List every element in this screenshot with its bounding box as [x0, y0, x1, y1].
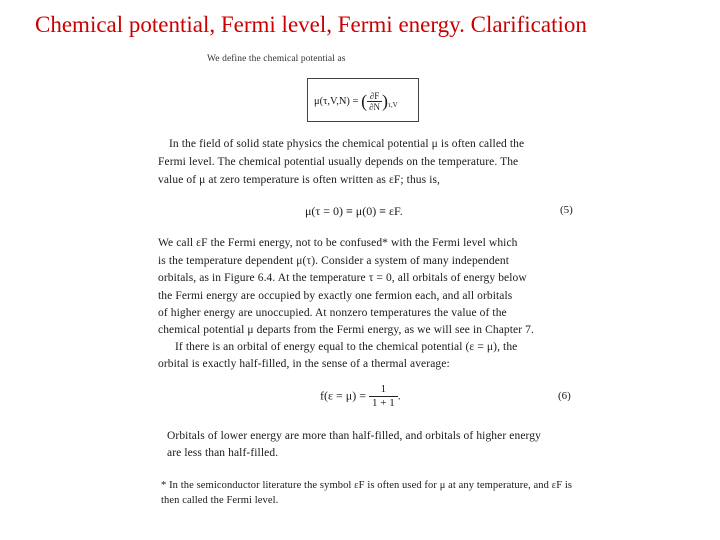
paragraph2-line: orbitals, as in Figure 6.4. At the temperature τ = 0, all orbitals of energy below [158, 272, 527, 284]
footnote-line: then called the Fermi level. [161, 495, 279, 506]
footnote-line: * In the semiconductor literature the symbol εF is often used for μ at any temperature, and εF is [161, 480, 573, 491]
intro-line: We define the chemical potential as [207, 54, 346, 64]
paragraph2-line: the Fermi energy are occupied by exactly one fermion each, and all orbitals [158, 290, 513, 302]
paragraph2-line: is the temperature dependent μ(τ). Consider a system of many independent [158, 255, 510, 267]
paragraph4-line: Orbitals of lower energy are more than half-filled, and orbitals of higher energy [167, 430, 541, 442]
paragraph1-line: value of μ at zero temperature is often written as εF; thus is, [158, 174, 441, 186]
chemical-potential-definition-box [307, 78, 419, 122]
paragraph2-line: We call εF the Fermi energy, not to be confused* with the Fermi level which [158, 237, 518, 249]
paragraph3-line: If there is an orbital of energy equal to the chemical potential (ε = μ), the [175, 341, 518, 353]
equation-6-lhs: f(ε = μ) = [320, 388, 369, 403]
boxed-fraction: $\frac{\partial F}{\partial N}$ [369, 91, 381, 112]
paragraph3-line: orbital is exactly half-filled, in the sense of a thermal average: [158, 358, 450, 370]
boxed-equation: μ(τ,V,N) = ( $\frac{\partial F}{\partial N}$ )$_{\tau,V}$ [314, 91, 398, 112]
equation-6-fraction: $\frac{1}{1 + 1}$ [369, 383, 398, 410]
paragraph4-line: are less than half-filled. [167, 447, 279, 459]
paragraph2-line: of higher energy are unoccupied. At nonzero temperatures the value of the [158, 307, 507, 319]
scanned-textbook-page [155, 50, 580, 515]
boxed-equation-lhs: μ(τ,V,N) = [314, 95, 362, 107]
equation-6: f(ε = μ) = $\frac{1}{1 + 1}$ . [320, 383, 401, 409]
slide-title: Chemical potential, Fermi level, Fermi energy. Clarification [35, 12, 587, 37]
equation-5-number: (5) [560, 204, 573, 216]
equation-6-number: (6) [558, 390, 571, 402]
paragraph1-line: In the field of solid state physics the chemical potential μ is often called the [169, 138, 525, 150]
paragraph1-line: Fermi level. The chemical potential usually depends on the temperature. The [158, 156, 519, 168]
paragraph2-line: chemical potential μ departs from the Fermi energy, as we will see in Chapter 7. [158, 324, 534, 336]
equation-5: μ(τ = 0) ≡ μ(0) ≡ εF. [305, 204, 403, 218]
